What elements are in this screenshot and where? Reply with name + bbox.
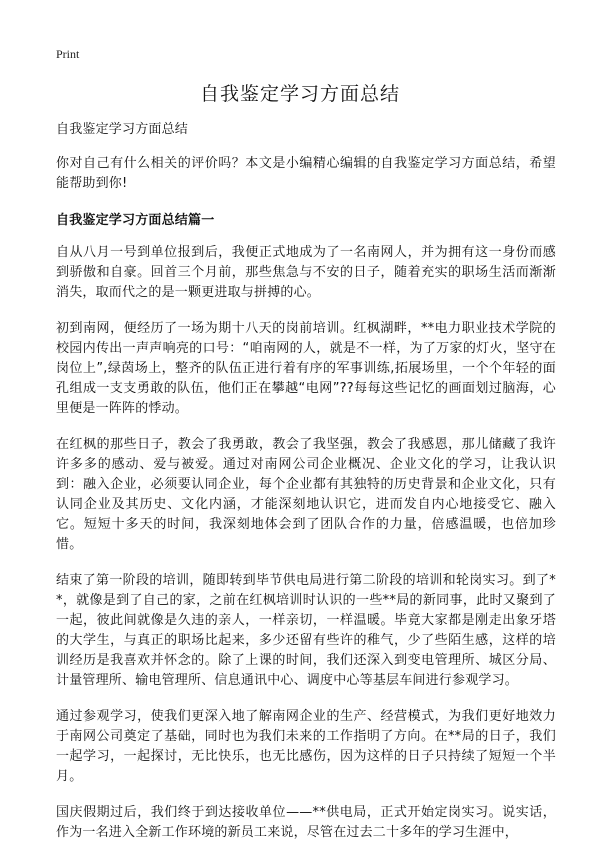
document-body <box>56 120 556 859</box>
body-paragraph: 结束了第一阶段的培训，随即转到毕节供电局进行第二阶段的培训和轮岗实习。到了**，就像是到了自己的家，之前在红枫培训时认识的一些**局的新同事，此时又聚到了一起，彼此间就像是久违的亲人，一样亲切，一样温暖。毕竟大家都是刚走出象牙塔的大学生，与真正的职场比起来，多少还留有些许的稚气，少了些陌生感，这样的培训经历是我喜欢并怀念的。除了上课的时间，我们还深入到变电管理所、城区分局、计量管理所、输电管理所、信息通讯中心、调度中心等基层车间进行参观学习。 <box>56 573 556 688</box>
intro-paragraph: 你对自己有什么相关的评价吗？本文是小编精心编辑的自我鉴定学习方面总结，希望能帮助到你! <box>56 156 556 191</box>
body-paragraph: 在红枫的那些日子，教会了我勇敢，教会了我坚强，教会了我感恩，那儿储藏了我许许多多的感动、爱与被爱。通过对南网公司企业概况、企业文化的学习，让我认识到：融入企业，必须要认同企业，每个企业都有其独特的历史背景和企业文化，只有认同企业及其历史、文化内涵，才能深刻地认识它，进而发自内心地接受它、融入它。短短十多天的时间，我深刻地体会到了团队合作的力量，倍感温暖，也倍加珍惜。 <box>56 437 556 552</box>
print-link[interactable]: Print <box>56 47 80 61</box>
section-heading: 自我鉴定学习方面总结篇一 <box>56 213 215 228</box>
body-paragraph: 初到南网，便经历了一场为期十八天的岗前培训。红枫湖畔，**电力职业技术学院的校园内传出一声声响亮的口号：“咱南网的人，就是不一样，为了万家的灯火，坚守在岗位上”,绿茵场上，整齐的队伍正进行着有序的军事训练,拓展场里，一个个年轻的面孔组成一支支勇敢的队伍，他们正在攀越“电网”??每每这些记忆的画面划过脑海，心里便是一阵阵的悸动。 <box>56 321 556 416</box>
document-subtitle: 自我鉴定学习方面总结 <box>56 122 189 137</box>
body-paragraph: 通过参观学习，使我们更深入地了解南网企业的生产、经营模式，为我们更好地效力于南网公司奠定了基础，同时也为我们未来的工作指明了方向。在**局的日子，我们一起学习，一起探讨，无比快乐，也无比感伤，因为这样的日子只持续了短短一个半月。 <box>56 709 556 784</box>
body-paragraph: 自从八月一号到单位报到后，我便正式地成为了一名南网人，并为拥有这一身份而感到骄傲和自豪。回首三个月前，那些焦急与不安的日子，随着充实的职场生活而渐渐消失，取而代之的是一颗更进取与拼搏的心。 <box>56 245 556 300</box>
body-paragraph: 国庆假期过后，我们终于到达接收单位——**供电局，正式开始定岗实习。说实话，作为一名进入全新工作环境的新员工来说，尽管在过去二十多年的学习生涯中， <box>56 805 556 840</box>
page-title: 自我鉴定学习方面总结 <box>199 83 400 105</box>
